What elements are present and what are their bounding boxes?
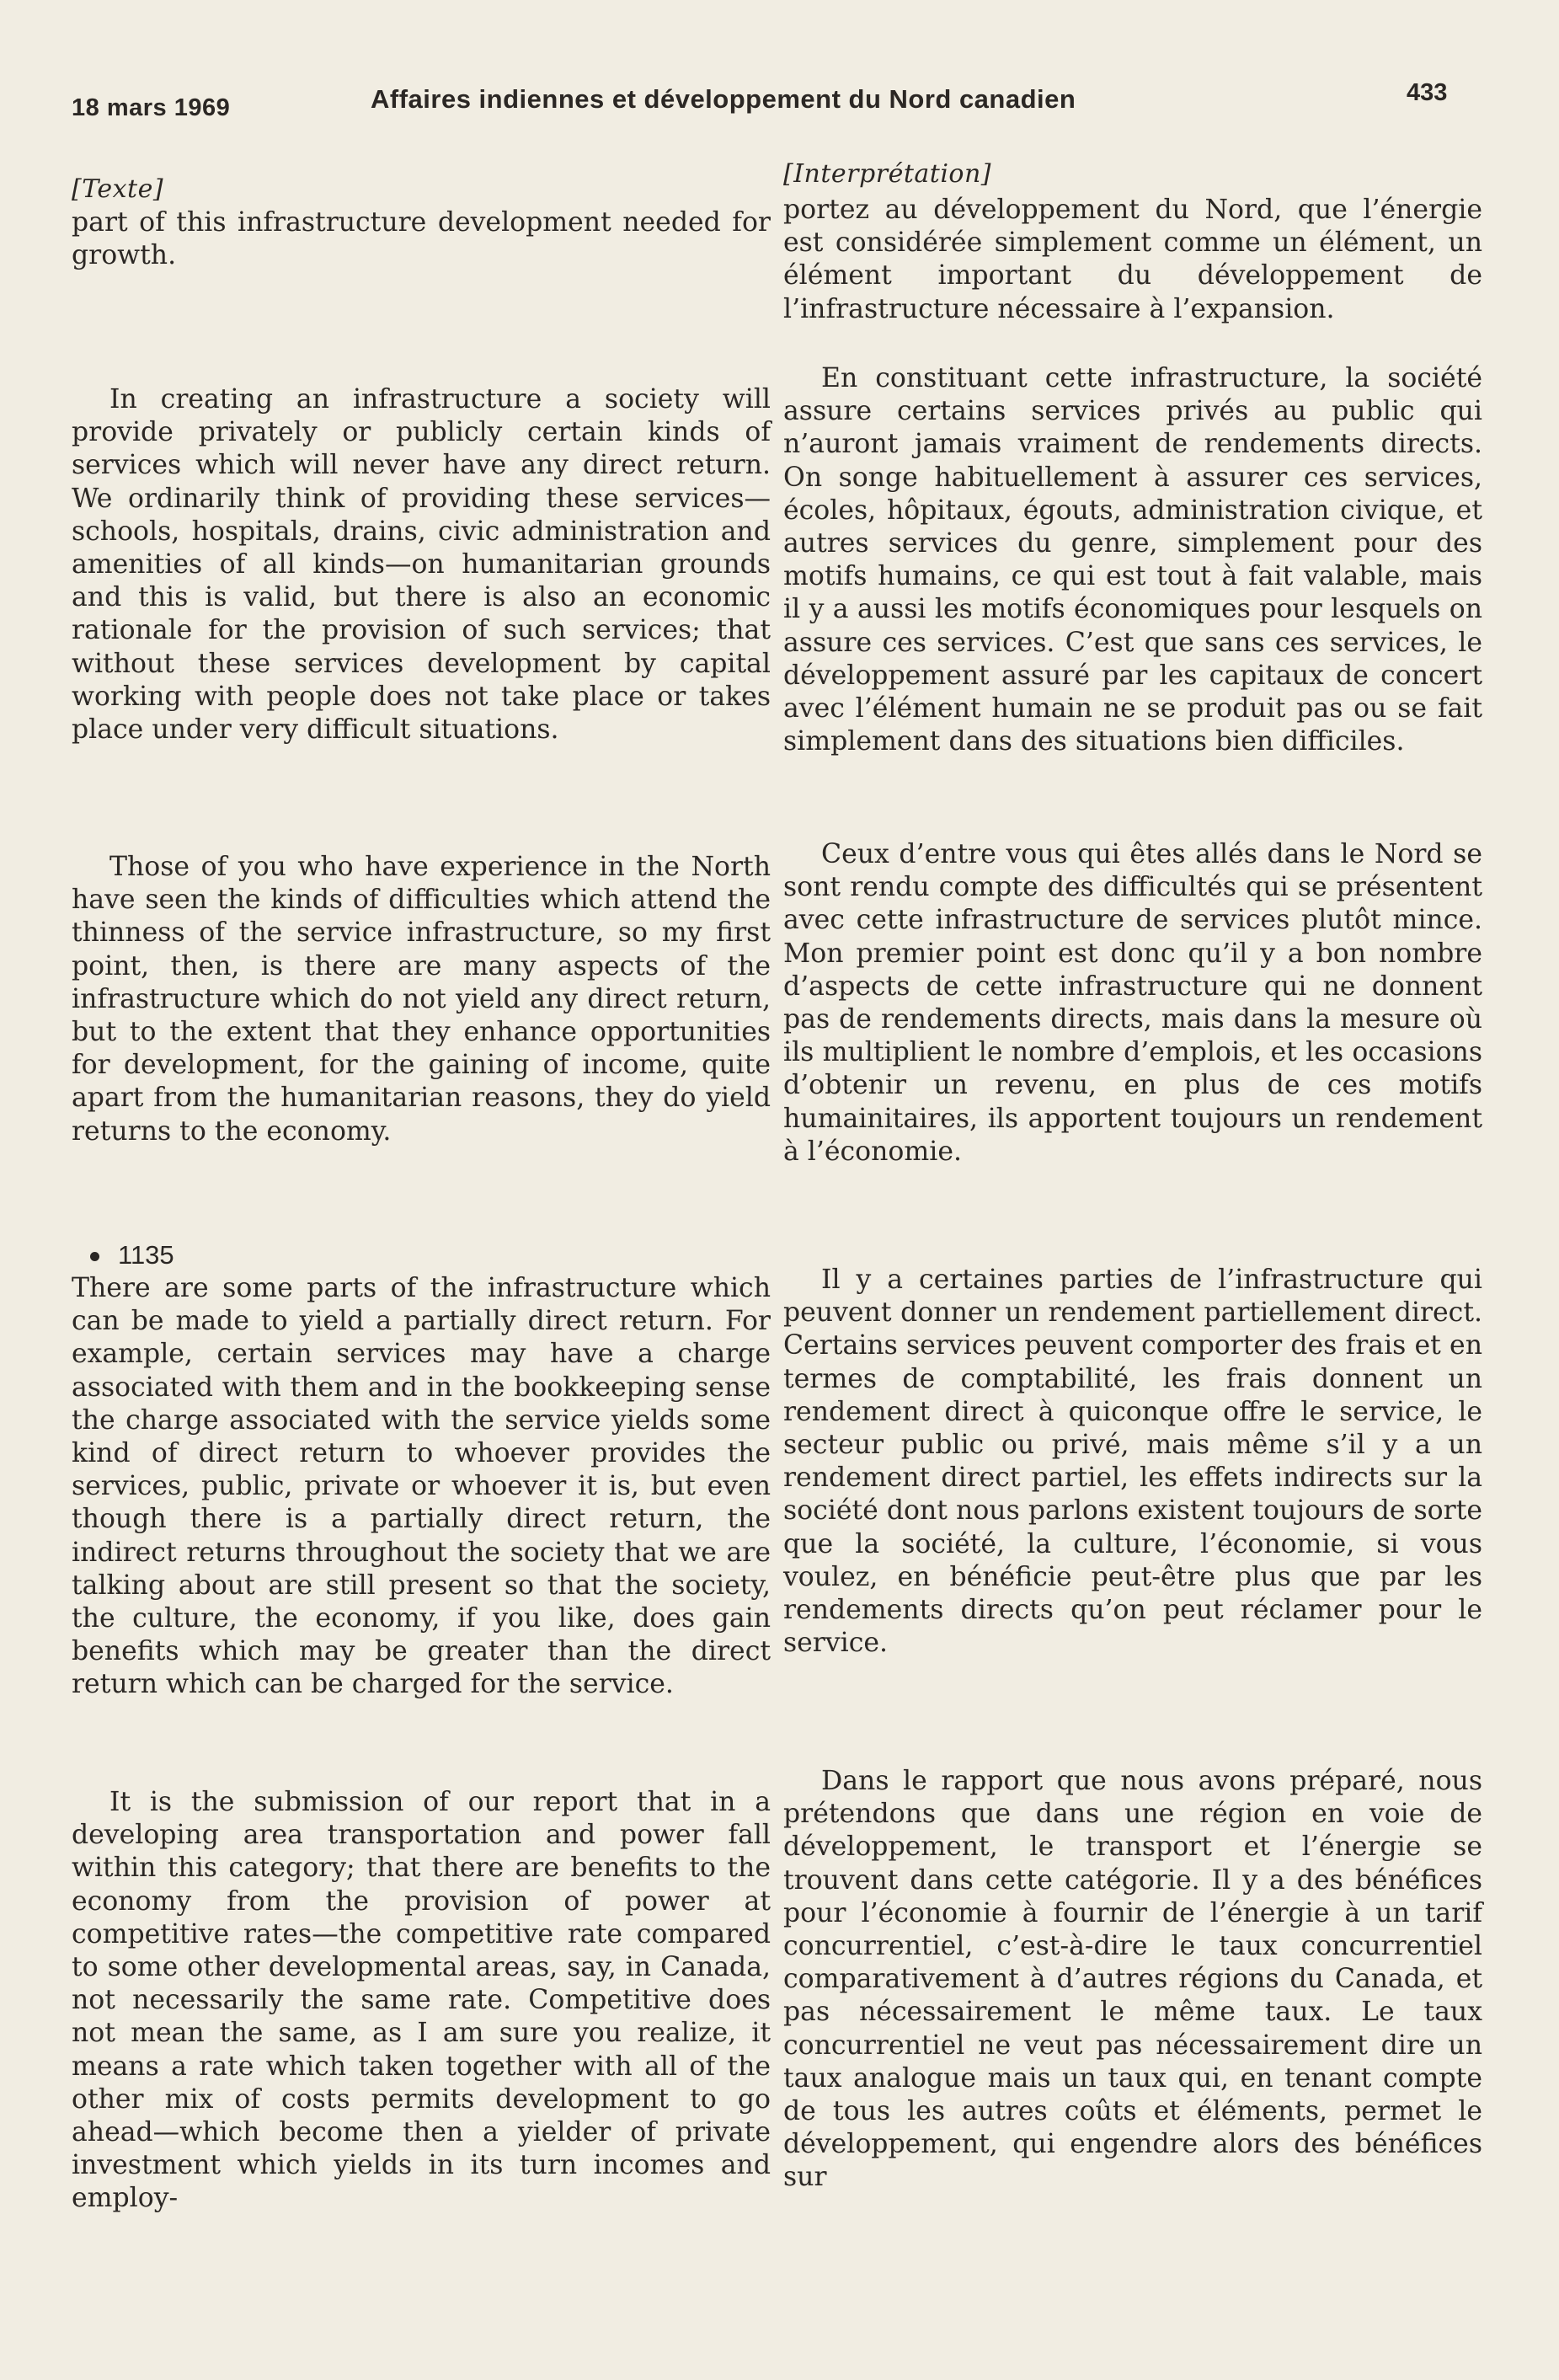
french-column	[783, 156, 1482, 2346]
french-paragraph-2: En constituant cette infrastructure, la société assure certains services privés au public qui n’auront jamais vraiment de rendements directs. On songe habituellement à assurer ces services, écoles, hôpitaux, égouts, administration civique, et autres services du genre, simplement pour des motifs humains, ce qui est tout à fait valable, mais il y a aussi les motifs économiques pour lesquels on assure ces services. C’est que sans ces services, le développement assuré par les capitaux de concert avec l’élément humain ne se produit pas ou se fait simplement dans des situations bien difficiles.	[783, 363, 1482, 757]
french-paragraph-5: Dans le rapport que nous avons préparé, nous prétendons que dans une région en voie de développement, le transport et l’énergie se trouvent dans cette catégorie. Il y a des bénéfices pour l’économie à fournir de l’énergie à un tarif concurrentiel, c’est-à-dire le taux concurrentiel comparativement à d’autres régions du Canada, et pas nécessairement le même taux. Le taux concurrentiel ne veut pas nécessairement dire un taux analogue mais un taux qui, en tenant compte de tous les autres coûts et éléments, permet le développement, qui engendre alors des bénéfices sur	[783, 1766, 1482, 2193]
english-column	[72, 156, 771, 2346]
interpretation-label: [Interprétation]	[783, 159, 992, 189]
text-label: [Texte]	[72, 174, 164, 204]
header-date: 18 mars 1969	[72, 94, 231, 121]
english-paragraph-1: part of this infrastructure development needed for growth.	[72, 207, 771, 271]
marker-number: 1135	[118, 1240, 174, 1270]
english-paragraph-5: It is the submission of our report that in a developing area transportation and power fall within this category; that there are benefits to the economy from the provision of power at competitive rates—the competitive rate compared to some other developmental areas, say, in Canada, not necessarily the same rate. Competitive does not mean the same, as I am sure you realize, it means a rate which taken together with all of the other mix of costs permits development to go ahead—which become then a yielder of private investment which yields in its turn incomes and employ-	[72, 1787, 771, 2214]
french-paragraph-4: Il y a certaines parties de l’infrastructure qui peuvent donner un rendement partiellement direct. Certains services peuvent comporter des frais et en termes de comptabilité, les frais donnent un rendement direct à quiconque offre le service, le secteur public ou privé, mais même s’il y a un rendement direct partiel, les effets indirects sur la société dont nous parlons existent toujours de sorte que la société, la culture, l’économie, si vous voulez, en bénéficie peut-être plus que par les rendements directs qu’on peut réclamer pour le service.	[783, 1265, 1482, 1659]
french-paragraph-1: portez au développement du Nord, que l’énergie est considérée simplement comme un élément, un élément important du développement de l’infrastructure nécessaire à l’expansion.	[783, 195, 1482, 324]
bullet-icon	[90, 1252, 99, 1261]
page-header	[0, 0, 1559, 143]
header-title: Affaires indiennes et développement du Nord canadien	[371, 84, 1076, 114]
french-paragraph-3: Ceux d’entre vous qui êtes allés dans le Nord se sont rendu compte des difficultés qui se présentent avec cette infrastructure de services plutôt mince. Mon premier point est donc qu’il y a bon nombre d’aspects de cette infrastructure qui ne donnent pas de rendements directs, mais dans la mesure où ils multiplient le nombre d’emplois, et les occasions d’obtenir un revenu, en plus de ces motifs humainitaires, ils apportent toujours un rendement à l’économie.	[783, 839, 1482, 1167]
page-number: 433	[1407, 79, 1448, 106]
paragraph-marker	[90, 1238, 174, 1272]
english-paragraph-2: In creating an infrastructure a society will provide privately or publicly certain kinds of services which will never have any direct return. We ordinarily think of providing these services—schools, hospitals, drains, civic administration and amenities of all kinds—on humanitarian grounds and this is valid, but there is also an economic rationale for the provision of such services; that without these services development by capital working with people does not take place or takes place under very difficult situations.	[72, 384, 771, 746]
english-paragraph-3: Those of you who have experience in the North have seen the kinds of difficulties which attend the thinness of the service infrastructure, so my first point, then, is there are many aspects of the infrastructure which do not yield any direct return, but to the extent that they enhance opportunities for development, for the gaining of income, quite apart from the humanitarian reasons, they do yield returns to the economy.	[72, 852, 771, 1147]
english-paragraph-4: There are some parts of the infrastructure which can be made to yield a partially direct return. For example, certain services may have a charge associated with them and in the bookkeeping sense the charge associated with the service yields some kind of direct return to whoever provides the services, public, private or whoever it is, but even though there is a partially direct return, the indirect returns throughout the society that we are talking about are still present so that the society, the culture, the economy, if you like, does gain benefits which may be greater than the direct return which can be charged for the service.	[72, 1273, 771, 1700]
